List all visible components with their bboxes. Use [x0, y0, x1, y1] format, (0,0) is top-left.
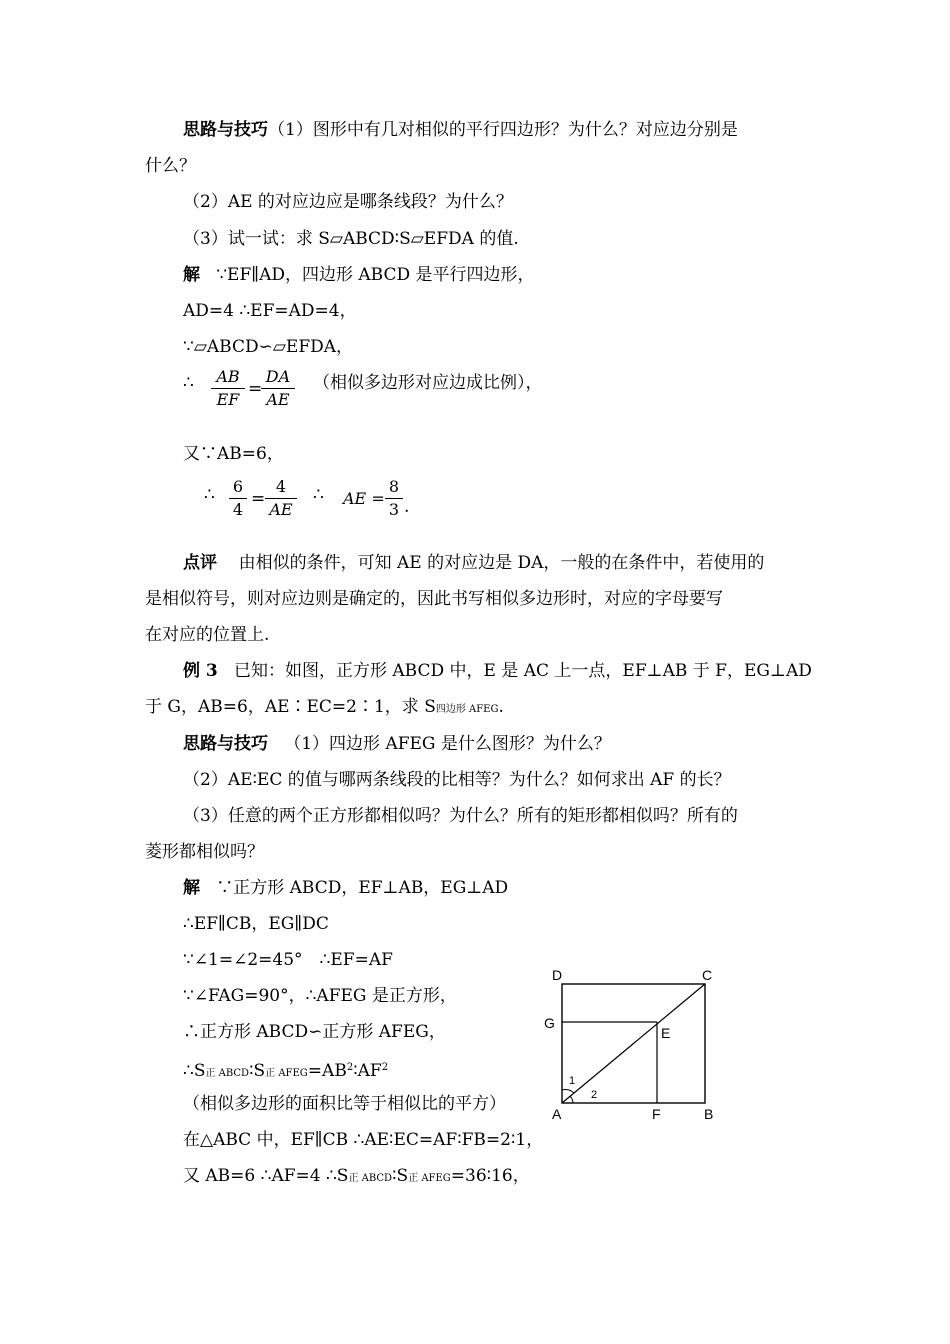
label-c: C — [702, 967, 713, 983]
comment-line-1: 点评 由相似的条件，可知 AE 的对应边是 DA，一般的在条件中，若使用的 — [183, 553, 765, 573]
fraction-6-4: $\frac{6}{4}$ — [229, 476, 247, 521]
therefore-symbol-2: ∴ — [204, 485, 215, 505]
question-2: （2）AE 的对应边应是哪条线段？为什么？ — [183, 192, 513, 212]
label-b: B — [704, 1106, 714, 1122]
solution-2-line-6: ∴S正 ABCD∶S正 $AFEG=AB^2∶AF^2$ — [183, 1061, 389, 1081]
solution-2-line-2: ∴EF∥CB，EG∥DC — [183, 914, 329, 934]
angle-arc-2 — [570, 1096, 573, 1103]
solution-2-line-8: 在△ABC 中，EF∥CB ∴AE∶EC=AF∶FB=2∶1， — [183, 1130, 544, 1150]
solution-1-line-1: 解 ∵EF∥AD，四边形 ABCD 是平行四边形， — [183, 265, 535, 285]
final-period: . — [404, 497, 410, 517]
solution-1-line-3: ∵▱ABCD∽▱EFDA， — [183, 337, 354, 357]
fraction-ab-ef: $\frac{AB}{EF}$ — [211, 366, 245, 411]
label-a: A — [552, 1106, 562, 1122]
proportion-note: （相似多边形对应边成比例）， — [313, 373, 543, 393]
equals-sign-1: = — [248, 379, 263, 399]
therefore-symbol-1: ∴ — [183, 373, 194, 393]
heading-approach-2: 思路与技巧 （1）四边形 AFEG 是什么图形？为什么？ — [183, 734, 611, 754]
label-d: D — [552, 967, 563, 983]
diagonal-ac — [562, 984, 705, 1103]
comment-line-3: 在对应的位置上. — [145, 625, 270, 645]
label-2: 2 — [591, 1089, 598, 1101]
equals-sign-2: = — [251, 489, 266, 509]
fraction-8-3: $\frac{8}{3}$ — [385, 476, 403, 521]
label-e: E — [661, 1025, 671, 1041]
label-1: 1 — [569, 1075, 576, 1087]
solution-2-line-5: ∴正方形 ABCD∽正方形 AFEG， — [183, 1022, 446, 1042]
question-2-2: （2）AE∶EC 的值与哪两条线段的比相等？为什么？如何求出 AF 的长？ — [183, 770, 731, 790]
heading-approach-1: 思路与技巧（1）图形中有几对相似的平行四边形？为什么？对应边分别是 — [183, 120, 738, 140]
solution-2-line-7: （相似多边形的面积比等于相似比的平方） — [183, 1094, 506, 1114]
solution-2-line-3: ∵∠1=∠2=45° ∴EF=AF — [183, 950, 393, 970]
example-3-line-2: 于 G，AB=6，AE∶EC=2∶1，求 S四边形 AFEG. — [145, 697, 504, 717]
square-figure — [540, 962, 730, 1124]
ae-equals: AE = — [343, 489, 385, 508]
example-3-line-1: 例 3 已知：如图，正方形 ABCD 中，E 是 AC 上一点，EF⊥AB 于 F，EG⊥AD — [183, 661, 812, 681]
solution-1-line-2: AD=4 ∴EF=AD=4， — [183, 301, 357, 321]
fraction-4-ae: $\frac{4}{AE}$ — [265, 476, 297, 521]
solution-2-line-4: ∵∠FAG=90°，∴AFEG 是正方形， — [183, 986, 457, 1006]
solution-2-line-9: 又 AB=6 ∴AF=4 ∴S正 ABCD∶S正 AFEG=36∶16， — [183, 1166, 530, 1186]
solution-2-line-1: 解 ∵正方形 ABCD，EF⊥AB，EG⊥AD — [183, 878, 509, 898]
question-2-3-cont: 菱形都相似吗？ — [145, 842, 264, 862]
fraction-da-ae: $\frac{DA}{AE}$ — [261, 366, 295, 411]
comment-line-2: 是相似符号，则对应边则是确定的，因此书写相似多边形时，对应的字母要写 — [145, 589, 723, 609]
question-3: （3）试一试：求 S▱ABCD∶S▱EFDA 的值. — [183, 229, 519, 249]
therefore-symbol-3: ∴ — [313, 485, 324, 505]
label-g: G — [544, 1015, 555, 1031]
label-f: F — [652, 1106, 661, 1122]
question-1-cont: 什么？ — [145, 156, 196, 176]
angle-arc-1 — [562, 1090, 574, 1093]
question-2-3: （3）任意的两个正方形都相似吗？为什么？所有的矩形都相似吗？所有的 — [183, 806, 738, 826]
solution-1-line-5: 又∵AB=6， — [183, 444, 284, 464]
